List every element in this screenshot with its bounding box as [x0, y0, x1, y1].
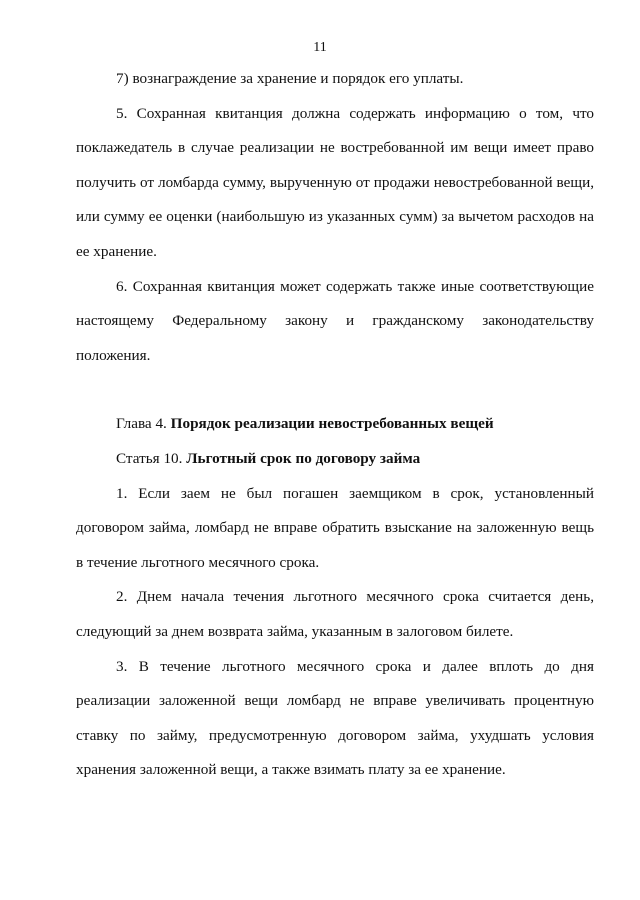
article-paragraph-1: 1. Если заем не был погашен заемщиком в срок, установленный договором займа, ломбард не вправе обратить взыскание на заложенную вещь в течение льготного месячного срока.: [76, 484, 594, 571]
article-heading: [76, 442, 594, 477]
article-prefix: Статья 10.: [116, 449, 187, 467]
paragraph-item-7: 7) вознаграждение за хранение и порядок его уплаты.: [116, 70, 464, 87]
document-body: [76, 62, 594, 788]
chapter-heading: [76, 407, 594, 442]
article-paragraph-2: 2. Днем начала течения льготного месячного срока считается день, следующий за днем возврата займа, указанным в залоговом билете.: [76, 588, 594, 640]
section-spacer: [76, 373, 594, 407]
paragraph-6: 6. Сохранная квитанция может содержать также иные соответствующие настоящему Федеральному закону и гражданскому законодательству положения.: [76, 277, 594, 364]
article-title: Льготный срок по договору займа: [186, 449, 421, 467]
page-number: 11: [313, 40, 327, 55]
paragraph-5: 5. Сохранная квитанция должна содержать информацию о том, что поклажедатель в случае реализации не востребованной им вещи имеет право получить от ломбарда сумму, вырученную от продажи невостребованной вещи, или сумму ее оценки (наибольшую из указанных сумм) за вычетом расходов на ее хранение.: [76, 104, 594, 260]
chapter-prefix: Глава 4.: [116, 415, 171, 433]
article-paragraph-3: 3. В течение льготного месячного срока и далее вплоть до дня реализации заложенной вещи ломбард не вправе увеличивать процентную ставку по займу, предусмотренную договором займа, ухудшать условия хранения заложенной вещи, а также взимать плату за ее хранение.: [76, 657, 594, 779]
chapter-title: Порядок реализации невостребованных вещей: [170, 415, 494, 433]
